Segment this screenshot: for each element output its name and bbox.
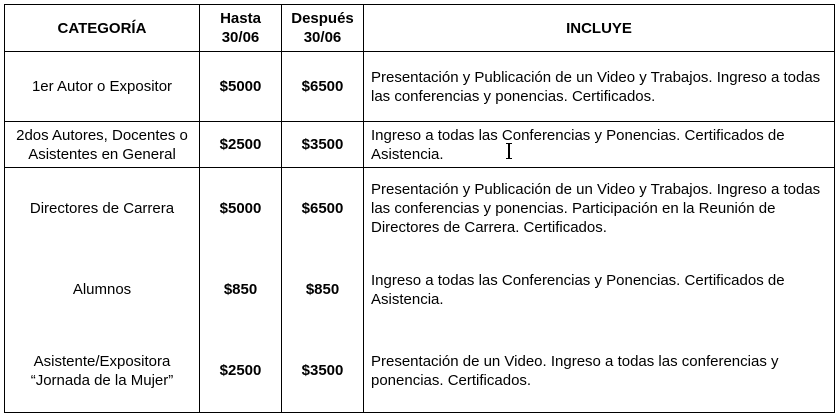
row-category: 2dos Autores, Docentes o Asistentes en General [5,122,200,168]
row-price-hasta: $850 [200,250,282,330]
table-row [5,122,835,168]
table-row [5,168,835,250]
row-incluye: Ingreso a todas las Conferencias y Ponencias. Certificados de Asistencia. [364,122,835,168]
row-price-despues: $3500 [282,330,364,413]
header-incluye: INCLUYE [364,5,835,52]
row-incluye: Presentación y Publicación de un Video y Trabajos. Ingreso a todas las conferencias y ponencias. Certificados. [364,52,835,122]
row-price-despues: $3500 [282,122,364,168]
header-categoria: CATEGORÍA [5,5,200,52]
row-incluye: Ingreso a todas las Conferencias y Ponencias. Certificados de Asistencia. [364,250,835,330]
header-despues-line1: Después [291,10,354,27]
row-price-despues: $850 [282,250,364,330]
row-price-hasta: $5000 [200,168,282,250]
header-row [5,5,835,52]
row-category: Asistente/Expositora “Jornada de la Mujer” [5,330,200,413]
row-price-despues: $6500 [282,168,364,250]
row-price-hasta: $2500 [200,330,282,413]
row-category: Directores de Carrera [5,168,200,250]
text-cursor-icon [506,142,512,160]
row-price-hasta: $5000 [200,52,282,122]
row-incluye: Presentación y Publicación de un Video y Trabajos. Ingreso a todas las conferencias y ponencias. Participación en la Reunión de Directores de Carrera. Certificados. [364,168,835,250]
header-hasta [200,5,282,52]
row-price-hasta: $2500 [200,122,282,168]
row-incluye: Presentación de un Video. Ingreso a todas las conferencias y ponencias. Certificados. [364,330,835,413]
row-category: 1er Autor o Expositor [5,52,200,122]
row-price-despues: $6500 [282,52,364,122]
table-row [5,250,835,330]
table-row [5,330,835,413]
header-despues-line2: 30/06 [303,29,342,46]
header-hasta-line1: Hasta [220,10,261,27]
row-category: Alumnos [5,250,200,330]
header-hasta-line2: 30/06 [221,29,260,46]
table-row [5,52,835,122]
registration-fees-table [4,4,835,413]
header-despues [282,5,364,52]
